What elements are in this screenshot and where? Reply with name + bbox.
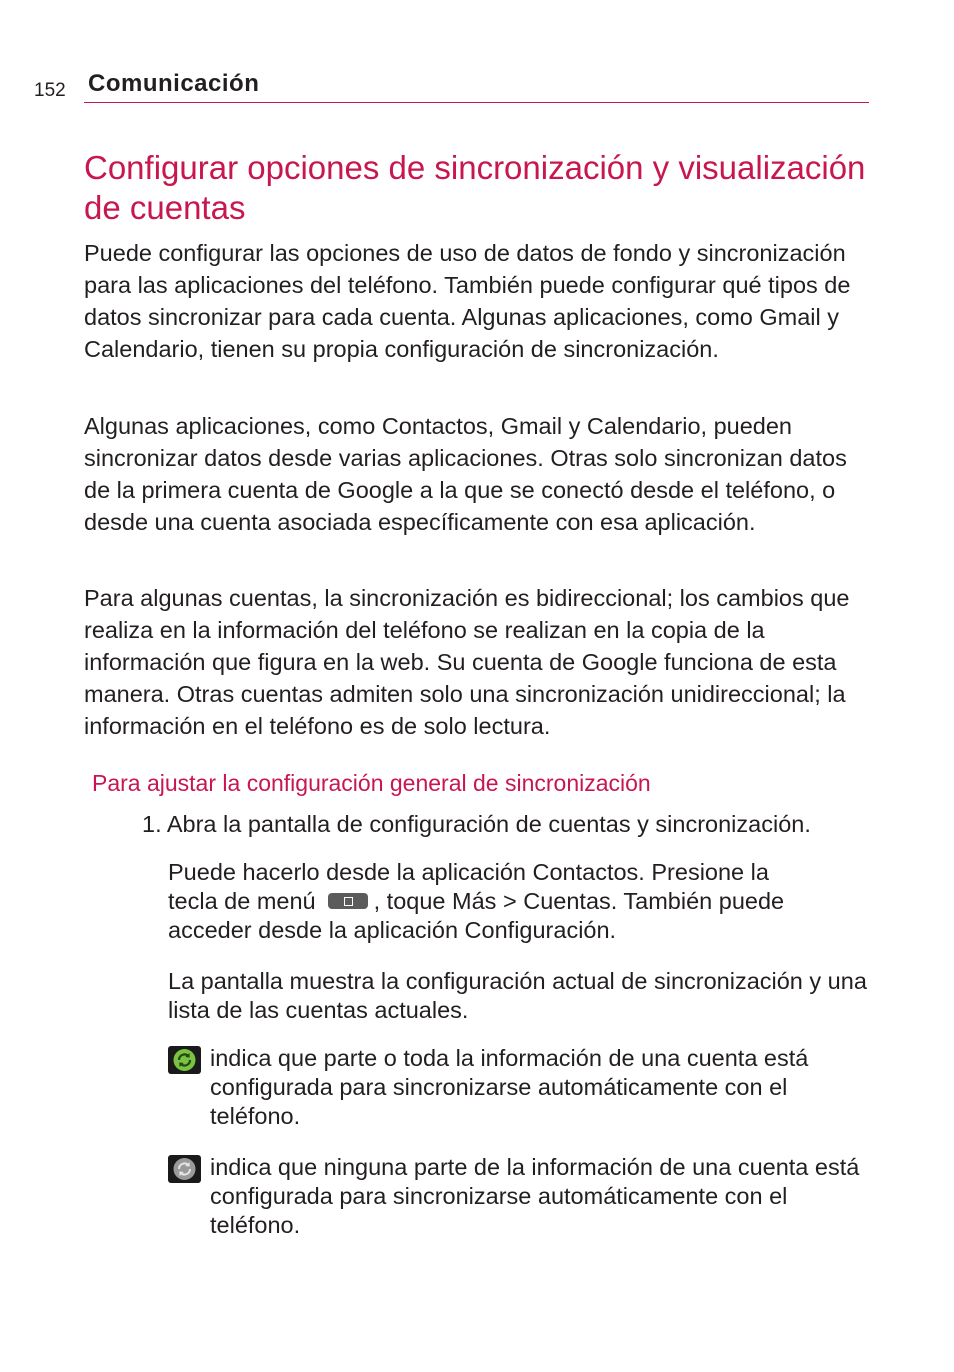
- paragraph-2: Algunas aplicaciones, como Contactos, Gmail y Calendario, pueden sincronizar datos desde varias aplicaciones. Otras solo sincronizan datos de la primera cuenta de Google a la que se conectó desde el teléfono, o desde una cuenta asociada específicamente con esa aplicación.: [84, 413, 847, 535]
- menu-key-icon: [328, 893, 368, 909]
- page-title: Configurar opciones de sincronización y visualización de cuentas: [84, 149, 866, 226]
- instruction-part3: . También puede acceder desde la aplicación Configuración.: [168, 888, 785, 943]
- instruction-part2: , toque: [373, 888, 446, 914]
- section-name: Comunicación: [88, 70, 260, 97]
- sync-on-icon: [168, 1046, 201, 1074]
- mas-label: Más: [452, 888, 497, 914]
- sync-off-text: indica que ninguna parte de la información de una cuenta está configurada para sincronizarse automáticamente con el teléfono.: [210, 1154, 860, 1238]
- step-1: 1. Abra la pantalla de configuración de cuentas y sincronización.: [142, 811, 811, 837]
- sync-on-text: indica que parte o toda la información de una cuenta está configurada para sincronizarse automáticamente con el teléfono.: [210, 1045, 809, 1129]
- instruction-text: [168, 858, 868, 945]
- sync-off-row: [168, 1153, 873, 1240]
- paragraph-1: Puede configurar las opciones de uso de datos de fondo y sincronización para las aplicaciones del teléfono. También puede configurar qué tipos de datos sincronizar para cada cuenta. Algunas aplicaciones, como Gmail y Calendario, tienen su propia configuración de sincronización.: [84, 240, 851, 362]
- menu-key-label: tecla de menú: [168, 888, 316, 914]
- screen-description: La pantalla muestra la configuración actual de sincronización y una lista de las cuentas actuales.: [168, 968, 867, 1023]
- sync-off-icon: [168, 1155, 201, 1183]
- header-rule: [84, 102, 869, 103]
- subheading: Para ajustar la configuración general de sincronización: [92, 770, 651, 796]
- sync-on-row: [168, 1044, 873, 1131]
- instruction-part1: Puede hacerlo desde la aplicación Contactos. Presione la: [168, 859, 769, 885]
- paragraph-3: Para algunas cuentas, la sincronización es bidireccional; los cambios que realiza en la información del teléfono se realizan en la copia de la información que figura en la web. Su cuenta de Google funciona de esta manera. Otras cuentas admiten solo una sincronización unidireccional; la información en el teléfono es de solo lectura.: [84, 585, 850, 739]
- page-number: 152: [34, 80, 66, 101]
- gt-symbol: >: [502, 888, 517, 914]
- cuentas-label: Cuentas: [523, 888, 611, 914]
